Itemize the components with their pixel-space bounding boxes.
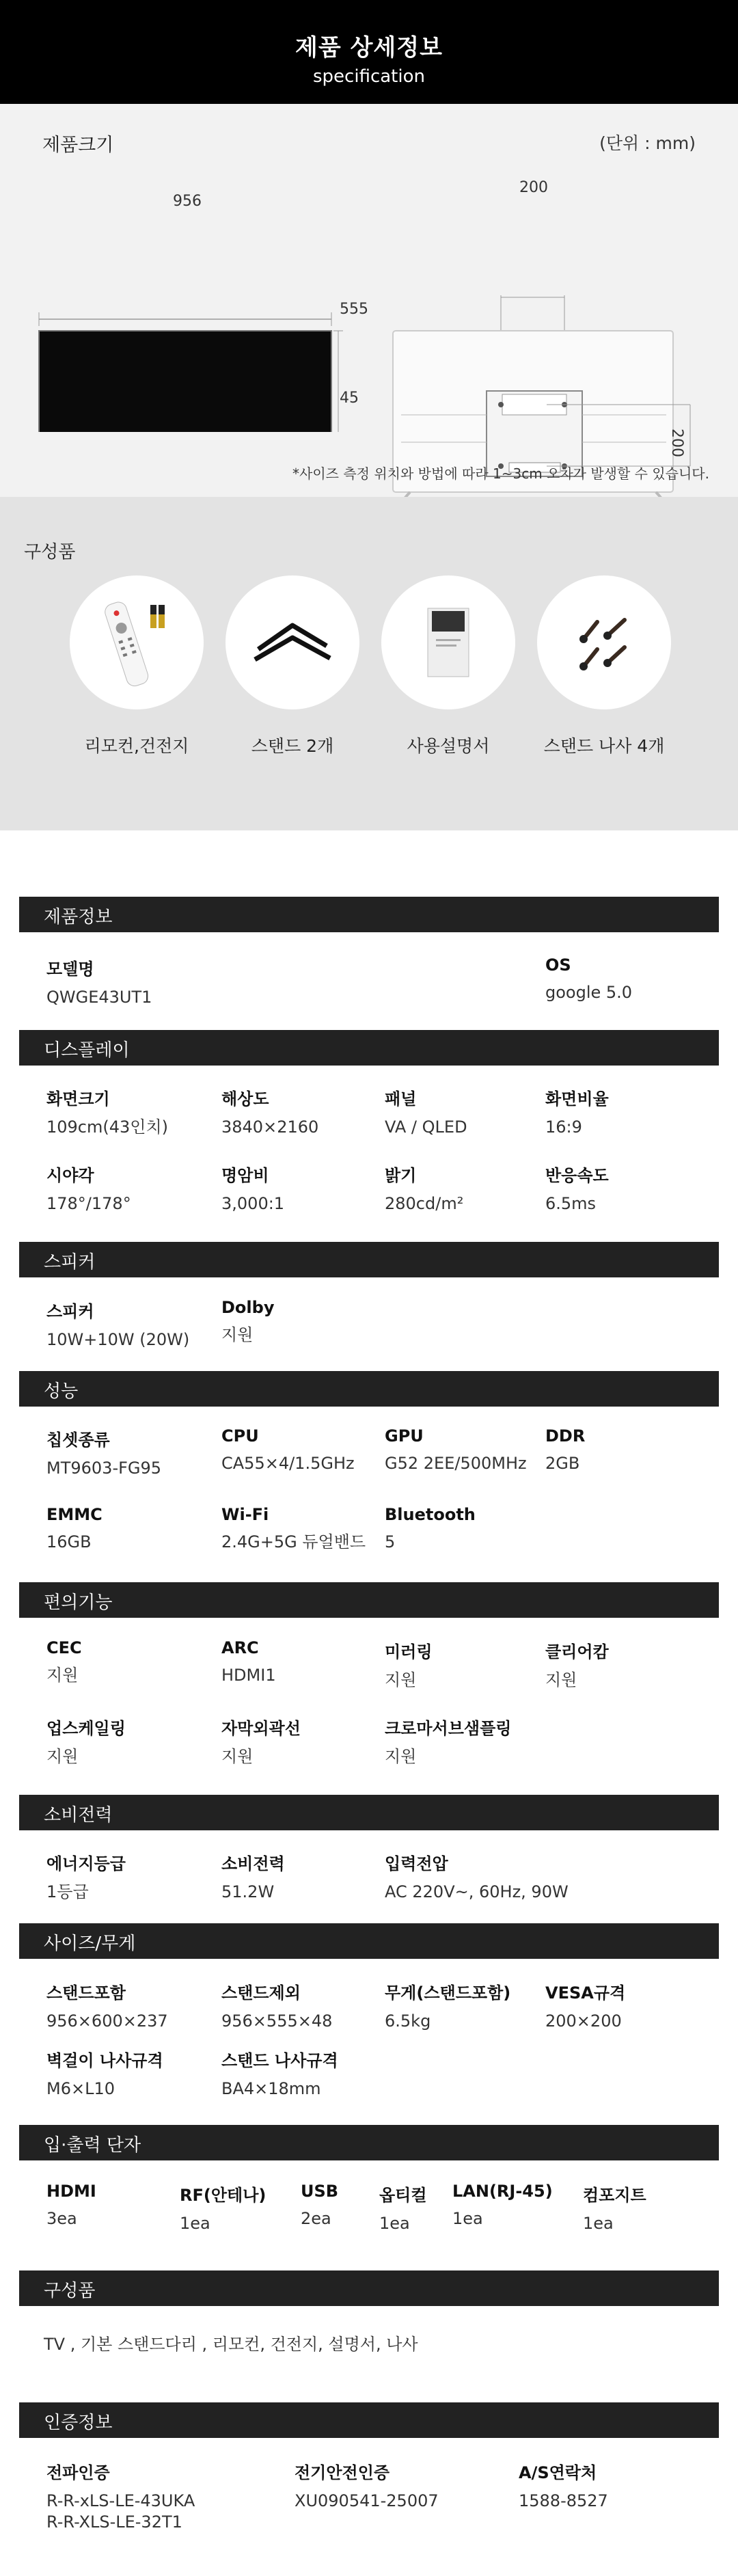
spec-gpu: GPU G52 2EE/500MHz bbox=[385, 1426, 527, 1473]
components-section bbox=[0, 497, 738, 830]
spec-energy-grade: 에너지등급 1등급 bbox=[46, 1854, 126, 1901]
section-bar-contents: 구성품 bbox=[19, 2270, 719, 2306]
spec-power-consumption: 소비전력 51.2W bbox=[221, 1854, 285, 1901]
spec-screen-size: 화면크기 109cm(43인치) bbox=[46, 1089, 169, 1137]
component-label: 스탠드 2개 bbox=[251, 736, 334, 756]
component-label: 리모컨,건전지 bbox=[84, 736, 189, 756]
spec-upscaling: 업스케일링 지원 bbox=[46, 1719, 126, 1766]
components-title: 구성품 bbox=[24, 542, 76, 562]
size-note: *사이즈 측정 위치와 방법에 따라 1~3cm 오차가 발생할 수 있습니다. bbox=[292, 465, 709, 482]
size-title: 제품크기 bbox=[42, 135, 114, 156]
spec-with-stand: 스탠드포함 956×600×237 bbox=[46, 1983, 168, 2031]
section-bar-display: 디스플레이 bbox=[19, 1030, 719, 1066]
spec-usb: USB 2ea bbox=[301, 2182, 339, 2228]
spec-rf: RF(안테나) 1ea bbox=[180, 2186, 266, 2233]
size-unit: (단위 : mm) bbox=[599, 133, 696, 153]
spec-viewing-angle: 시야각 178°/178° bbox=[46, 1166, 131, 1213]
manual-image bbox=[381, 575, 515, 709]
section-bar-io: 입·출력 단자 bbox=[19, 2125, 719, 2160]
spec-composite: 컴포지트 1ea bbox=[583, 2186, 646, 2233]
back-view-illustration bbox=[0, 104, 738, 497]
vesa-side-label: 200 bbox=[668, 429, 685, 457]
page-title: 제품 상세정보 bbox=[295, 34, 443, 62]
section-bar-speaker: 스피커 bbox=[19, 1242, 719, 1277]
size-section bbox=[0, 104, 738, 497]
remote-battery-image bbox=[70, 575, 204, 709]
spec-optical: 옵티컬 1ea bbox=[379, 2186, 427, 2233]
component-screws bbox=[536, 575, 672, 757]
section-bar-convenience: 편의기능 bbox=[19, 1582, 719, 1618]
spec-aspect: 화면비율 16:9 bbox=[545, 1089, 609, 1137]
spec-model: 모델명 QWGE43UT1 bbox=[46, 960, 152, 1007]
spec-without-stand: 스탠드제외 956×555×48 bbox=[221, 1983, 333, 2031]
spec-ddr: DDR 2GB bbox=[545, 1426, 586, 1473]
stand-image bbox=[226, 575, 359, 709]
screws-image bbox=[537, 575, 671, 709]
component-remote bbox=[68, 575, 205, 757]
spec-weight: 무게(스탠드포함) 6.5kg bbox=[385, 1983, 511, 2031]
page-subtitle: specification bbox=[313, 66, 425, 87]
component-stand bbox=[224, 575, 361, 757]
spec-wifi: Wi-Fi 2.4G+5G 듀얼밴드 bbox=[221, 1505, 366, 1551]
stand-height-label: 45 bbox=[340, 390, 359, 407]
spec-bluetooth: Bluetooth 5 bbox=[385, 1505, 476, 1551]
spec-radio-cert: 전파인증 R-R-xLS-LE-43UKA R-R-XLS-LE-32T1 bbox=[46, 2463, 195, 2532]
spec-as-contact: A/S연락처 1588-8527 bbox=[519, 2463, 608, 2510]
spec-stand-screw: 스탠드 나사규격 BA4×18mm bbox=[221, 2051, 338, 2098]
section-bar-cert: 인증정보 bbox=[19, 2402, 719, 2438]
spec-wall-screw: 벽걸이 나사규격 M6×L10 bbox=[46, 2051, 163, 2098]
header bbox=[0, 0, 738, 104]
section-bar-power: 소비전력 bbox=[19, 1795, 719, 1830]
spec-panel: 패널 VA / QLED bbox=[385, 1089, 467, 1137]
spec-response: 반응속도 6.5ms bbox=[545, 1166, 609, 1213]
spec-clearcalm: 클리어캄 지원 bbox=[545, 1642, 609, 1690]
section-bar-size-weight: 사이즈/무게 bbox=[19, 1923, 719, 1959]
spec-subtitle-outline: 자막외곽선 지원 bbox=[221, 1719, 301, 1766]
component-label: 스탠드 나사 4개 bbox=[543, 736, 665, 756]
spec-chipset: 칩셋종류 MT9603-FG95 bbox=[46, 1431, 162, 1478]
spec-speaker: 스피커 10W+10W (20W) bbox=[46, 1302, 190, 1349]
spec-chroma: 크로마서브샘플링 지원 bbox=[385, 1719, 512, 1766]
spec-cec: CEC 지원 bbox=[46, 1638, 82, 1685]
spec-brightness: 밝기 280cd/m² bbox=[385, 1166, 464, 1213]
spec-lan: LAN(RJ-45) 1ea bbox=[452, 2182, 553, 2228]
front-height-label: 555 bbox=[340, 301, 368, 318]
section-bar-product: 제품정보 bbox=[19, 897, 719, 932]
spec-hdmi: HDMI 3ea bbox=[46, 2182, 96, 2228]
section-bar-performance: 성능 bbox=[19, 1371, 719, 1407]
spec-input-voltage: 입력전압 AC 220V~, 60Hz, 90W bbox=[385, 1854, 569, 1901]
spec-cpu: CPU CA55×4/1.5GHz bbox=[221, 1426, 355, 1473]
spec-dolby: Dolby 지원 bbox=[221, 1298, 275, 1344]
spec-os: OS google 5.0 bbox=[545, 955, 633, 1002]
front-width-label: 956 bbox=[173, 193, 202, 210]
spec-emmc: EMMC 16GB bbox=[46, 1505, 102, 1551]
spec-contrast: 명암비 3,000:1 bbox=[221, 1166, 285, 1213]
spec-arc: ARC HDMI1 bbox=[221, 1638, 276, 1685]
spec-vesa: VESA규격 200×200 bbox=[545, 1983, 626, 2031]
spec-electric-cert: 전기안전인증 XU090541-25007 bbox=[295, 2463, 439, 2510]
spec-mirroring: 미러링 지원 bbox=[385, 1642, 433, 1690]
spec-resolution: 해상도 3840×2160 bbox=[221, 1089, 319, 1137]
component-label: 사용설명서 bbox=[407, 736, 490, 756]
component-manual bbox=[380, 575, 517, 757]
vesa-top-label: 200 bbox=[519, 179, 548, 196]
contents-text: TV , 기본 스탠드다리 , 리모컨, 건전지, 설명서, 나사 bbox=[44, 2335, 418, 2354]
